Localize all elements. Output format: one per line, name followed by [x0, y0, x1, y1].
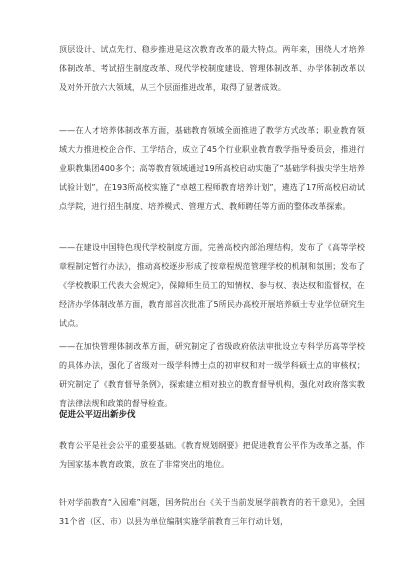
paragraph-school-system: ——在建设中国特色现代学校制度方面，完善高校内部治理结构，发布了《高等学校章程制定暂行办法》，推动高校逐步形成了按章程规范管理学校的机制和氛围；发布了《学校教职工代表大会规定》，保障师生员工的知情权、参与权、表达权和监督权，在经济办学体制改革方面，教育部首次批准了5所民办高校开展培养硕士专业学位研究生试点。 — [59, 243, 365, 328]
paragraph-talent-training: ——在人才培养体制改革方面，基础教育领域全面推进了教学方式改革；职业教育领域大力推进校企合作、工学结合，成立了45个行业职业教育教学指导委员会，推进行业职教集团400多个；高等教育领域通过19所高校启动实施了“基础学科拔尖学生培养试验计划”，在193所高校实施了“卓越工程师教育培养计划”，遴选了17所高校启动试点学院，进行招生制度、培养模式、管理方式、教师聘任等方面的整体改革探索。 — [59, 126, 365, 211]
paragraph-intro: 顶层设计、试点先行、稳步推进是这次教育改革的最大特点。两年来，围绕人才培养体制改革、考试招生制度改革、现代学校制度建设、管理体制改革、办学体制改革以及对外开放六大领域，从三个层面推进改革，取得了显著成效。 — [59, 45, 365, 92]
paragraph-management-system: ——在加快管理体制改革方面，研究制定了省级政府依法审批设立专科学历高等学校的具体办法，强化了省级对一级学科博士点的初审权和对一级学科硕士点的审核权；研究制定了《教育督导条例》，探索建立相对独立的教育督导机构，强化对政府落实教育法律法规和政策的督导检查。 — [59, 342, 365, 408]
paragraph-preschool: 针对学前教育“入园难”问题，国务院出台《关于当前发展学前教育的若干意见》，全国31个省（区、市）以县为单位编制实施学前教育三年行动计划， — [59, 498, 365, 526]
section-heading: 促进公平迈出新步伐 — [59, 410, 136, 420]
paragraph-equity-basis: 教育公平是社会公平的重要基础。《教育规划纲要》把促进教育公平作为改革之基，作为国家基本教育政策，放在了非常突出的地位。 — [59, 441, 365, 469]
